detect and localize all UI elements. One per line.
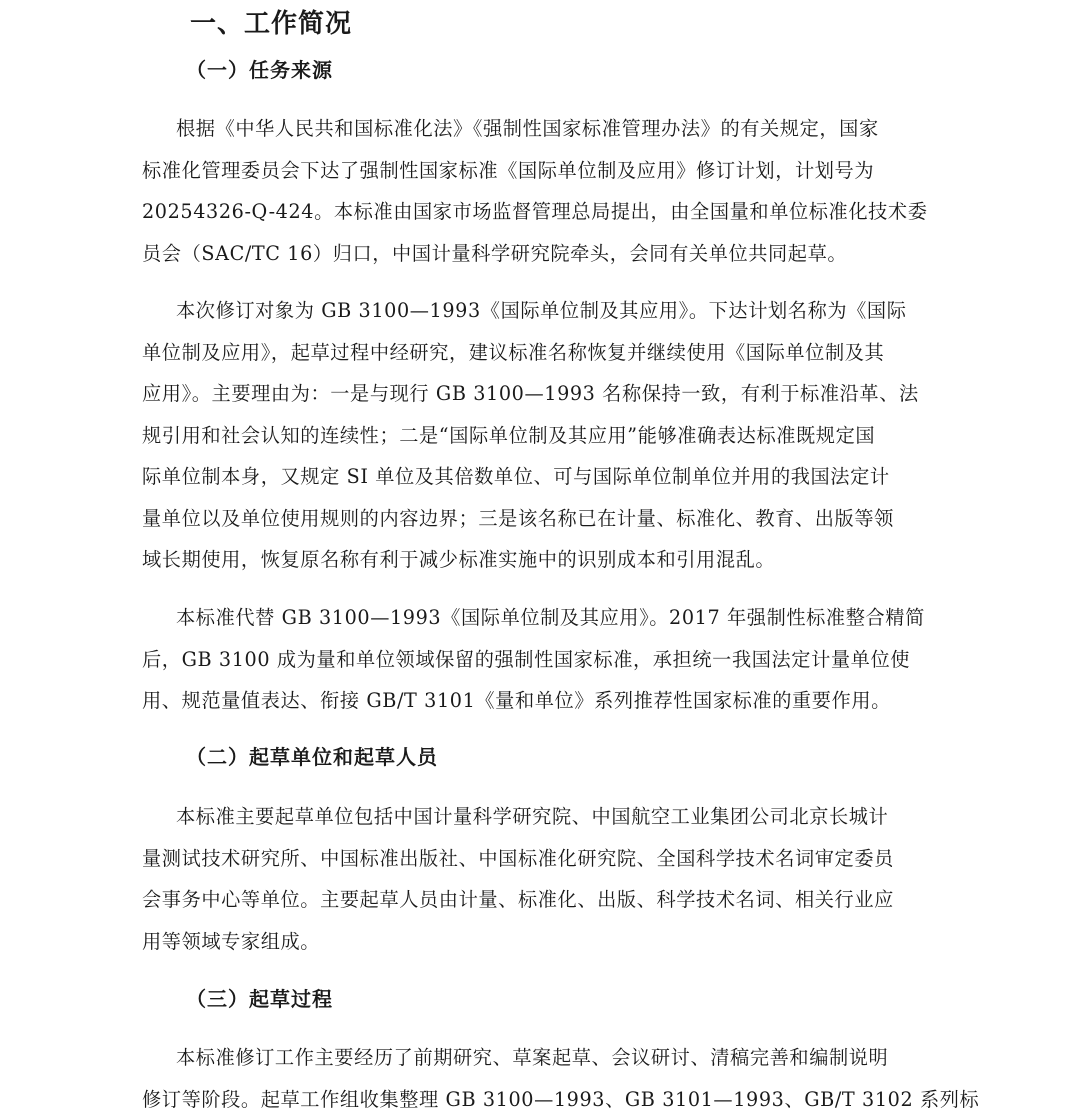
subsection-heading-drafting-units: （二）起草单位和起草人员 xyxy=(186,742,438,772)
subsection-heading-task-source: （一）任务来源 xyxy=(186,55,333,85)
paragraph-task-source-3 xyxy=(142,597,942,722)
paragraph-line: 用、规范量值表达、衔接 GB/T 3101《量和单位》系列推荐性国家标准的重要作用。 xyxy=(142,680,942,722)
subsection-heading-drafting-process: （三）起草过程 xyxy=(186,984,333,1014)
paragraph-line: 本标准主要起草单位包括中国计量科学研究院、中国航空工业集团公司北京长城计 xyxy=(142,796,942,838)
paragraph-line: 后，GB 3100 成为量和单位领域保留的强制性国家标准，承担统一我国法定计量单位使 xyxy=(142,639,942,681)
paragraph-line: 20254326-Q-424。本标准由国家市场监督管理总局提出，由全国量和单位标准化技术委 xyxy=(142,191,942,233)
paragraph-line: 本标准修订工作主要经历了前期研究、草案起草、会议研讨、清稿完善和编制说明 xyxy=(142,1037,942,1079)
paragraph-line: 规引用和社会认知的连续性；二是“国际单位制及其应用”能够准确表达标准既规定国 xyxy=(142,415,942,457)
paragraph-line: 修订等阶段。起草工作组收集整理 GB 3100—1993、GB 3101—1993、GB/T 3102 系列标 xyxy=(142,1079,942,1120)
paragraph-line: 量测试技术研究所、中国标准出版社、中国标准化研究院、全国科学技术名词审定委员 xyxy=(142,838,942,880)
paragraph-line: 标准化管理委员会下达了强制性国家标准《国际单位制及应用》修订计划，计划号为 xyxy=(142,150,942,192)
paragraph-line: 根据《中华人民共和国标准化法》《强制性国家标准管理办法》的有关规定，国家 xyxy=(142,108,942,150)
paragraph-task-source-2 xyxy=(142,290,942,581)
paragraph-drafting-units xyxy=(142,796,942,962)
paragraph-task-source-1 xyxy=(142,108,942,274)
paragraph-line: 会事务中心等单位。主要起草人员由计量、标准化、出版、科学技术名词、相关行业应 xyxy=(142,879,942,921)
paragraph-line: 本次修订对象为 GB 3100—1993《国际单位制及其应用》。下达计划名称为《国际 xyxy=(142,290,942,332)
section-heading: 一、工作简况 xyxy=(190,4,352,44)
paragraph-line: 员会（SAC/TC 16）归口，中国计量科学研究院牵头，会同有关单位共同起草。 xyxy=(142,233,942,275)
paragraph-line: 域长期使用，恢复原名称有利于减少标准实施中的识别成本和引用混乱。 xyxy=(142,539,942,581)
paragraph-line: 单位制及应用》，起草过程中经研究，建议标准名称恢复并继续使用《国际单位制及其 xyxy=(142,332,942,374)
paragraph-line: 际单位制本身，又规定 SI 单位及其倍数单位、可与国际单位制单位并用的我国法定计 xyxy=(142,456,942,498)
paragraph-line: 本标准代替 GB 3100—1993《国际单位制及其应用》。2017 年强制性标准整合精简 xyxy=(142,597,942,639)
paragraph-line: 应用》。主要理由为：一是与现行 GB 3100—1993 名称保持一致，有利于标准沿革、法 xyxy=(142,373,942,415)
paragraph-line: 量单位以及单位使用规则的内容边界；三是该名称已在计量、标准化、教育、出版等领 xyxy=(142,498,942,540)
paragraph-line: 用等领域专家组成。 xyxy=(142,921,942,963)
paragraph-drafting-process xyxy=(142,1037,942,1120)
